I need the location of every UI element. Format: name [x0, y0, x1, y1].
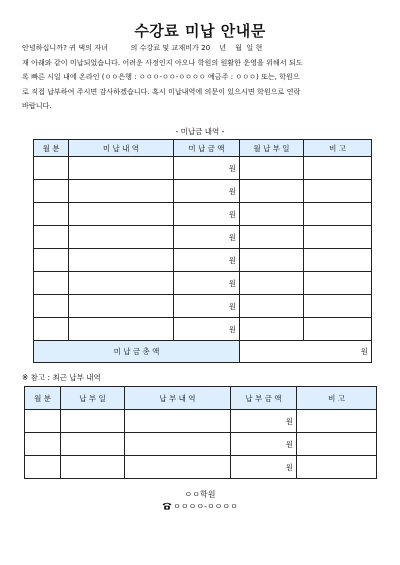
amount-cell[interactable]: 원	[174, 157, 240, 180]
table-row	[34, 249, 372, 272]
month-cell[interactable]	[25, 410, 61, 433]
detail-cell[interactable]	[125, 456, 231, 479]
table-row	[34, 295, 372, 318]
notice-line: 로 직접 납부하여 주시면 감사하겠습니다. 혹시 미납내역에 의문이 있으시면 학원으로 연락	[22, 86, 301, 96]
recent-payment-table	[24, 386, 377, 479]
month-cell[interactable]	[34, 203, 69, 226]
recent-payment-header	[25, 387, 377, 410]
notice-line: 안녕하십니까? 귀 댁의 자녀 의 수강료 및 교재비가 20 년 월 일 현	[22, 43, 263, 52]
detail-cell[interactable]	[125, 433, 231, 456]
table-row	[25, 433, 377, 456]
due-date-cell[interactable]	[240, 295, 304, 318]
detail-cell[interactable]	[69, 180, 174, 203]
remarks-cell[interactable]	[297, 433, 377, 456]
pay-date-cell[interactable]	[61, 410, 125, 433]
header-detail: 미 납 내 역	[69, 140, 174, 157]
amount-cell[interactable]: 원	[174, 295, 240, 318]
table-row	[34, 180, 372, 203]
remarks-cell[interactable]	[297, 410, 377, 433]
page-title: 수강료 미납 안내문	[134, 22, 266, 40]
due-date-cell[interactable]	[240, 203, 304, 226]
amount-cell[interactable]: 원	[174, 180, 240, 203]
header-amount: 납 부 금 액	[231, 387, 297, 410]
unpaid-table-header	[34, 140, 372, 157]
amount-cell[interactable]: 원	[174, 249, 240, 272]
header-pay-date: 납 부 일	[61, 387, 125, 410]
unpaid-section-caption: - 미납금 내역 -	[175, 127, 225, 136]
detail-cell[interactable]	[69, 272, 174, 295]
header-due-date: 월 납 부 일	[240, 140, 304, 157]
table-row	[25, 410, 377, 433]
remarks-cell[interactable]	[304, 226, 372, 249]
notice-line: 재 아래와 같이 미납되었습니다. 어려운 사정인지 아오나 학원의 원활한 운영을 위해서 되도	[22, 57, 303, 67]
month-cell[interactable]	[34, 249, 69, 272]
due-date-cell[interactable]	[240, 157, 304, 180]
month-cell[interactable]	[25, 433, 61, 456]
detail-cell[interactable]	[69, 249, 174, 272]
amount-cell[interactable]: 원	[174, 318, 240, 341]
pay-date-cell[interactable]	[61, 433, 125, 456]
header-month: 월 분	[25, 387, 61, 410]
header-month: 월 분	[34, 140, 69, 157]
detail-cell[interactable]	[69, 318, 174, 341]
table-row	[34, 272, 372, 295]
remarks-cell[interactable]	[297, 456, 377, 479]
month-cell[interactable]	[34, 157, 69, 180]
detail-cell[interactable]	[69, 226, 174, 249]
unpaid-total-amount[interactable]: 원	[240, 341, 372, 363]
header-remarks: 비 고	[304, 140, 372, 157]
academy-name: ㅇㅇ학원	[184, 490, 216, 499]
table-row	[34, 203, 372, 226]
detail-cell[interactable]	[125, 410, 231, 433]
table-row	[34, 226, 372, 249]
due-date-cell[interactable]	[240, 180, 304, 203]
header-remarks: 비 고	[297, 387, 377, 410]
detail-cell[interactable]	[69, 157, 174, 180]
month-cell[interactable]	[25, 456, 61, 479]
amount-cell[interactable]: 원	[231, 433, 297, 456]
pay-date-cell[interactable]	[61, 456, 125, 479]
amount-cell[interactable]: 원	[174, 272, 240, 295]
remarks-cell[interactable]	[304, 180, 372, 203]
notice-line: 록 빠른 시일 내에 온라인 (ㅇㅇ은행 : ㅇㅇㅇ-ㅇㅇ-ㅇㅇㅇㅇ 예금주 : ㅇㅇㅇ) 또는, 학원으	[22, 72, 300, 82]
remarks-cell[interactable]	[304, 157, 372, 180]
due-date-cell[interactable]	[240, 249, 304, 272]
amount-cell[interactable]: 원	[231, 456, 297, 479]
due-date-cell[interactable]	[240, 226, 304, 249]
remarks-cell[interactable]	[304, 318, 372, 341]
remarks-cell[interactable]	[304, 203, 372, 226]
amount-cell[interactable]: 원	[174, 203, 240, 226]
header-amount: 미 납 금 액	[174, 140, 240, 157]
table-row	[34, 157, 372, 180]
due-date-cell[interactable]	[240, 318, 304, 341]
unpaid-total-row	[34, 341, 372, 363]
detail-cell[interactable]	[69, 203, 174, 226]
phone-icon	[162, 502, 172, 510]
month-cell[interactable]	[34, 318, 69, 341]
remarks-cell[interactable]	[304, 295, 372, 318]
month-cell[interactable]	[34, 295, 69, 318]
amount-cell[interactable]: 원	[231, 410, 297, 433]
academy-phone	[0, 501, 400, 512]
remarks-cell[interactable]	[304, 272, 372, 295]
due-date-cell[interactable]	[240, 272, 304, 295]
unpaid-total-label: 미 납 금 총 액	[34, 341, 240, 363]
remarks-cell[interactable]	[304, 249, 372, 272]
phone-number: ㅇㅇㅇㅇ-ㅇㅇㅇㅇ	[173, 502, 238, 511]
notice-body	[22, 41, 382, 114]
amount-cell[interactable]: 원	[174, 226, 240, 249]
month-cell[interactable]	[34, 272, 69, 295]
notice-line: 바랍니다.	[22, 101, 52, 111]
month-cell[interactable]	[34, 180, 69, 203]
month-cell[interactable]	[34, 226, 69, 249]
header-detail: 납 부 내 역	[125, 387, 231, 410]
unpaid-table	[33, 139, 372, 363]
table-row	[34, 318, 372, 341]
recent-payment-note: ※ 참고 : 최근 납부 내역	[22, 373, 101, 382]
table-row	[25, 456, 377, 479]
detail-cell[interactable]	[69, 295, 174, 318]
